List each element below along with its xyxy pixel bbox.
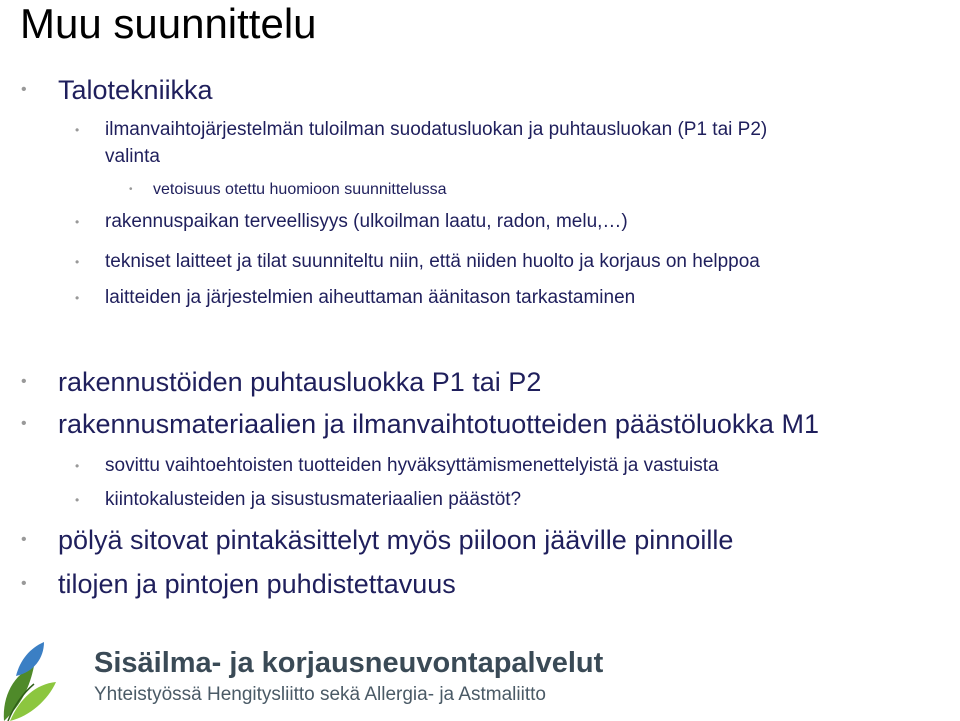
bullet-kiintokalusteet <box>75 488 522 512</box>
bullet-dot: • <box>129 184 133 195</box>
bullet-text: rakennustöiden puhtausluokka P1 tai P2 <box>58 367 542 397</box>
bullet-text: rakennuspaikan terveellisyys (ulkoilman laatu, radon, melu,…) <box>105 211 628 232</box>
bullet-aanitaso <box>75 286 636 310</box>
bullet-tekniset-laitteet <box>75 250 760 274</box>
bullet-dot: • <box>21 575 27 592</box>
bullet-talotekniikka <box>21 74 213 106</box>
bullet-text: valinta <box>105 146 160 167</box>
bullet-vetoisuus <box>129 180 447 200</box>
footer-title: Sisäilma- ja korjausneuvontapalvelut <box>94 647 604 679</box>
bullet-text: laitteiden ja järjestelmien aiheuttaman äänitason tarkastaminen <box>105 287 636 308</box>
bullet-dot: • <box>75 255 80 269</box>
leaf-logo-icon <box>0 636 60 721</box>
bullet-puhdistettavuus <box>21 568 456 600</box>
bullet-dot: • <box>75 291 80 305</box>
bullet-text: tilojen ja pintojen puhdistettavuus <box>58 569 456 599</box>
bullet-puhtausluokka <box>21 366 542 398</box>
bullet-text: Talotekniikka <box>58 75 213 105</box>
bullet-dot: • <box>21 373 27 390</box>
footer <box>0 636 960 721</box>
bullet-polya-sitovat <box>21 524 734 556</box>
bullet-text: vetoisuus otettu huomioon suunnittelussa <box>153 181 447 198</box>
bullet-text: rakennusmateriaalien ja ilmanvaihtotuotteiden päästöluokka M1 <box>58 409 819 439</box>
bullet-dot: • <box>75 493 80 507</box>
bullet-text: kiintokalusteiden ja sisustusmateriaalien päästöt? <box>105 489 522 510</box>
bullet-text: ilmanvaihtojärjestelmän tuloilman suodatusluokan ja puhtausluokan (P1 tai P2) <box>105 119 768 140</box>
bullet-paastoluokka <box>21 408 819 440</box>
bullet-text: pölyä sitovat pintakäsittelyt myös piiloon jääville pinnoille <box>58 525 734 555</box>
bullet-dot: • <box>75 459 80 473</box>
bullet-dot: • <box>75 123 80 137</box>
bullet-dot: • <box>21 531 27 548</box>
bullet-suodatusluokka <box>75 118 768 142</box>
slide-title: Muu suunnittelu <box>20 0 317 47</box>
bullet-continuation <box>105 145 160 169</box>
bullet-hyvaksyttaminen <box>75 454 719 478</box>
bullet-dot: • <box>21 415 27 432</box>
bullet-text: sovittu vaihtoehtoisten tuotteiden hyväksyttämismenettelyistä ja vastuista <box>105 455 719 476</box>
bullet-dot: • <box>75 215 80 229</box>
bullet-rakennuspaikka <box>75 210 628 234</box>
footer-subtitle: Yhteistyössä Hengitysliitto sekä Allergia- ja Astmaliitto <box>94 684 546 705</box>
bullet-dot: • <box>21 81 27 98</box>
bullet-text: tekniset laitteet ja tilat suunniteltu niin, että niiden huolto ja korjaus on helppoa <box>105 251 760 272</box>
